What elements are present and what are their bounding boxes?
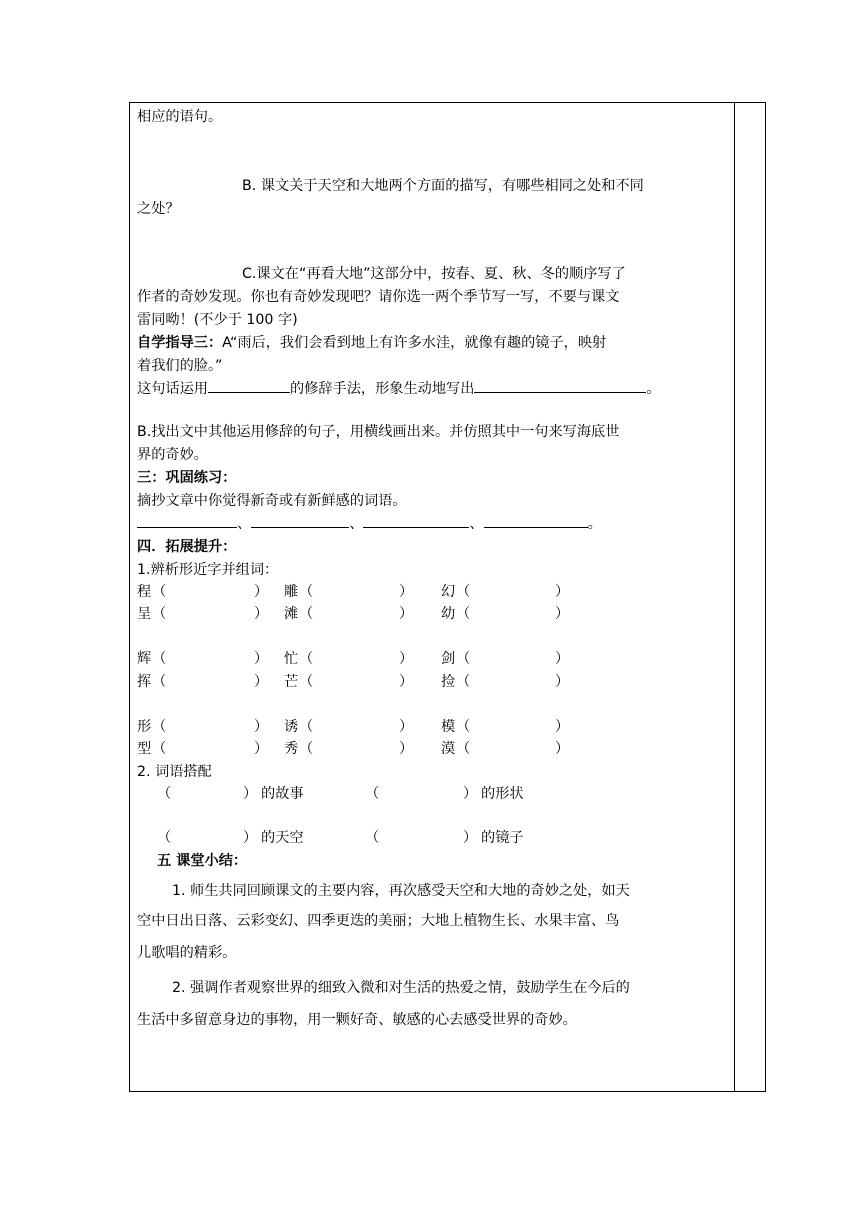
character-诱: 诱 bbox=[284, 719, 299, 735]
open-paren[interactable]: （ bbox=[456, 741, 471, 757]
character-挥: 挥 bbox=[137, 674, 152, 690]
close-paren: ） bbox=[399, 741, 414, 757]
character-雕: 雕 bbox=[284, 584, 299, 600]
question-c-line1: C.课文在“再看大地”这部分中，按春、夏、秋、冬的顺序写了 bbox=[242, 266, 626, 282]
close-paren: ） bbox=[254, 719, 269, 735]
guide-three-b-line2: 界的奇妙。 bbox=[137, 447, 208, 463]
collocation-word: 的天空 bbox=[261, 830, 304, 846]
open-paren[interactable]: （ bbox=[299, 651, 314, 667]
description-blank[interactable] bbox=[474, 378, 646, 393]
text-line: 相应的语句。 bbox=[137, 109, 223, 125]
character-幼: 幼 bbox=[441, 606, 456, 622]
separator: 、 bbox=[237, 516, 252, 532]
rhetoric-blank[interactable] bbox=[208, 378, 290, 393]
word-blank-3[interactable] bbox=[363, 513, 469, 528]
collocation-close-paren: ） bbox=[243, 830, 258, 846]
open-paren[interactable]: （ bbox=[152, 606, 167, 622]
guide-three-a-line2: 着我们的脸。” bbox=[137, 358, 223, 374]
character-形: 形 bbox=[137, 719, 152, 735]
character-芒: 芒 bbox=[284, 674, 299, 690]
separator: 、 bbox=[349, 516, 364, 532]
summary-p1-line3: 儿歌唱的精彩。 bbox=[137, 945, 237, 961]
practice-heading: 三：巩固练习： bbox=[137, 470, 237, 486]
practice-prompt: 摘抄文章中你觉得新奇或有新鲜感的词语。 bbox=[137, 493, 407, 509]
separator: 、 bbox=[469, 516, 484, 532]
summary-p1-line2: 空中日出日落、云彩变幻、四季更迭的美丽；大地上植物生长、水果丰富、鸟 bbox=[137, 913, 620, 929]
close-paren: ） bbox=[555, 674, 570, 690]
character-辉: 辉 bbox=[137, 651, 152, 667]
question-b-line1: B. 课文关于天空和大地两个方面的描写，有哪些相同之处和不同 bbox=[242, 178, 644, 194]
extension-heading: 四．拓展提升： bbox=[137, 539, 237, 555]
collocation-open-paren[interactable]: （ bbox=[365, 786, 380, 802]
character-漠: 漠 bbox=[441, 741, 456, 757]
collocation-close-paren: ） bbox=[463, 830, 478, 846]
open-paren[interactable]: （ bbox=[152, 584, 167, 600]
open-paren[interactable]: （ bbox=[152, 741, 167, 757]
collocation-word: 的形状 bbox=[481, 786, 524, 802]
open-paren[interactable]: （ bbox=[456, 674, 471, 690]
close-paren: ） bbox=[399, 674, 414, 690]
collocation-open-paren[interactable]: （ bbox=[157, 830, 172, 846]
character-幻: 幻 bbox=[441, 584, 456, 600]
open-paren[interactable]: （ bbox=[152, 719, 167, 735]
close-paren: ） bbox=[399, 606, 414, 622]
word-blank-1[interactable] bbox=[137, 513, 237, 528]
close-paren: ） bbox=[254, 584, 269, 600]
character-捡: 捡 bbox=[441, 674, 456, 690]
open-paren[interactable]: （ bbox=[152, 651, 167, 667]
close-paren: ） bbox=[254, 674, 269, 690]
close-paren: ） bbox=[399, 651, 414, 667]
character-程: 程 bbox=[137, 584, 152, 600]
fill-prefix: 这句话运用 bbox=[137, 381, 208, 397]
word-blank-2[interactable] bbox=[251, 513, 349, 528]
summary-p2-line2: 生活中多留意身边的事物，用一颗好奇、敏感的心去感受世界的奇妙。 bbox=[137, 1012, 577, 1028]
guide-three-heading: 自学指导三： bbox=[137, 335, 223, 351]
close-paren: ） bbox=[555, 606, 570, 622]
extension-q1: 1.辨析形近字并组词： bbox=[137, 562, 279, 578]
close-paren: ） bbox=[254, 741, 269, 757]
extension-q2: 2. 词语搭配 bbox=[137, 764, 212, 780]
collocation-open-paren[interactable]: （ bbox=[157, 786, 172, 802]
close-paren: ） bbox=[555, 651, 570, 667]
collocation-word: 的镜子 bbox=[481, 830, 524, 846]
close-paren: ） bbox=[555, 584, 570, 600]
column-divider bbox=[734, 103, 735, 1091]
fill-mid: 的修辞手法，形象生动地写出 bbox=[289, 381, 475, 397]
guide-three-b-line1: B.找出文中其他运用修辞的句子，用横线画出来。并仿照其中一句来写海底世 bbox=[137, 424, 620, 440]
open-paren[interactable]: （ bbox=[299, 719, 314, 735]
question-c-line2: 作者的奇妙发现。你也有奇妙发现吧？请你选一两个季节写一写，不要与课文 bbox=[137, 289, 620, 305]
open-paren[interactable]: （ bbox=[299, 606, 314, 622]
collocation-open-paren[interactable]: （ bbox=[365, 830, 380, 846]
rhetoric-fill-line bbox=[137, 378, 661, 400]
close-paren: ） bbox=[555, 719, 570, 735]
word-blank-4[interactable] bbox=[484, 513, 588, 528]
collocation-close-paren: ） bbox=[243, 786, 258, 802]
period: 。 bbox=[587, 516, 602, 532]
question-b-line2: 之处？ bbox=[137, 201, 180, 217]
open-paren[interactable]: （ bbox=[456, 651, 471, 667]
guide-three bbox=[137, 332, 606, 354]
close-paren: ） bbox=[254, 651, 269, 667]
practice-blanks bbox=[137, 513, 602, 535]
close-paren: ） bbox=[399, 584, 414, 600]
open-paren[interactable]: （ bbox=[299, 674, 314, 690]
fill-end: 。 bbox=[646, 381, 661, 397]
open-paren[interactable]: （ bbox=[152, 674, 167, 690]
summary-heading: 五 课堂小结： bbox=[157, 853, 248, 869]
question-c-line3: 雷同呦！(不少于 100 字) bbox=[137, 312, 298, 328]
character-秀: 秀 bbox=[284, 741, 299, 757]
collocation-word: 的故事 bbox=[261, 786, 304, 802]
open-paren[interactable]: （ bbox=[299, 741, 314, 757]
character-模: 模 bbox=[441, 719, 456, 735]
character-滩: 滩 bbox=[284, 606, 299, 622]
character-剑: 剑 bbox=[441, 651, 456, 667]
close-paren: ） bbox=[399, 719, 414, 735]
open-paren[interactable]: （ bbox=[456, 606, 471, 622]
guide-three-a-line1: A“雨后，我们会看到地上有许多水洼，就像有趣的镜子，映射 bbox=[222, 335, 607, 351]
character-呈: 呈 bbox=[137, 606, 152, 622]
open-paren[interactable]: （ bbox=[456, 719, 471, 735]
character-型: 型 bbox=[137, 741, 152, 757]
close-paren: ） bbox=[555, 741, 570, 757]
open-paren[interactable]: （ bbox=[299, 584, 314, 600]
close-paren: ） bbox=[254, 606, 269, 622]
character-忙: 忙 bbox=[284, 651, 299, 667]
summary-p2-line1: 2. 强调作者观察世界的细致入微和对生活的热爱之情，鼓励学生在今后的 bbox=[172, 980, 630, 996]
summary-p1-line1: 1. 师生共同回顾课文的主要内容，再次感受天空和大地的奇妙之处，如天 bbox=[172, 883, 630, 899]
open-paren[interactable]: （ bbox=[456, 584, 471, 600]
collocation-close-paren: ） bbox=[463, 786, 478, 802]
